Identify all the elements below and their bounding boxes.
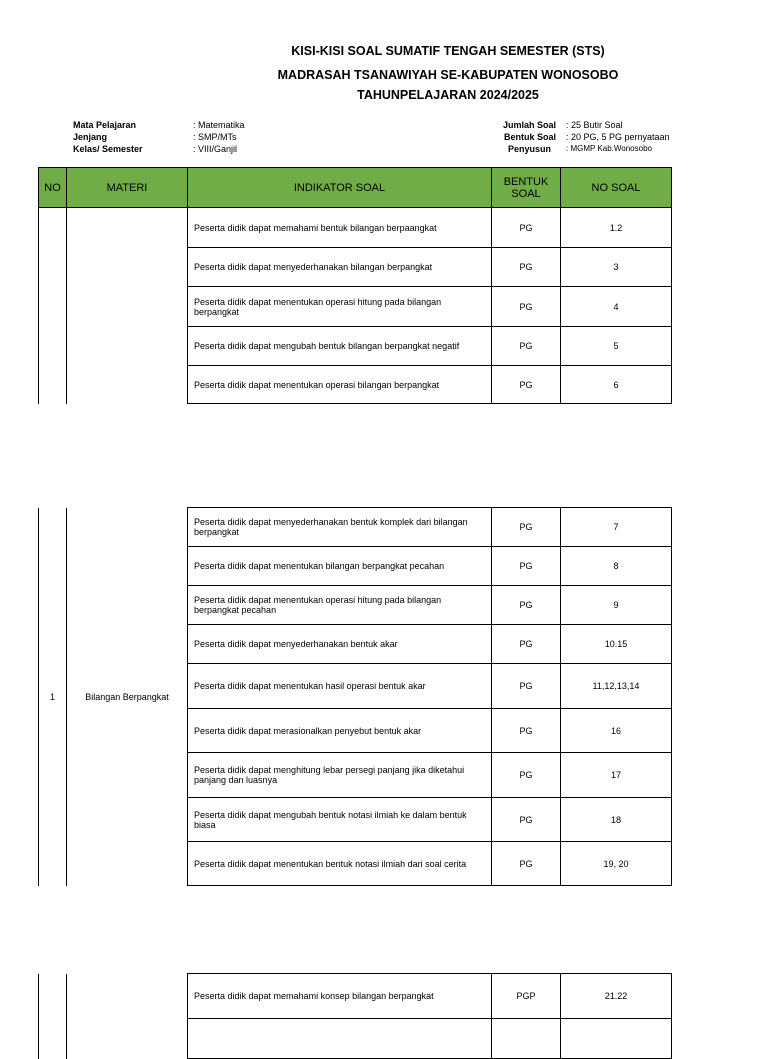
kisi-table-section-3 bbox=[38, 973, 672, 1059]
cell-bentuk: PG bbox=[492, 753, 561, 798]
cell-bentuk: PG bbox=[492, 547, 561, 586]
cell-indikator: Peserta didik dapat mengubah bentuk bilangan berpangkat negatif bbox=[188, 327, 492, 366]
cell-bentuk: PG bbox=[492, 287, 561, 327]
cell-bentuk: PG bbox=[492, 842, 561, 886]
doc-title: KISI-KISI SOAL SUMATIF TENGAH SEMESTER (STS) bbox=[291, 44, 605, 58]
meta-label-kelas-semester: Kelas/ Semester bbox=[73, 144, 143, 154]
col-header-materi: MATERI bbox=[67, 168, 188, 208]
cell-bentuk: PG bbox=[492, 586, 561, 625]
meta-label-mata-pelajaran: Mata Pelajaran bbox=[73, 120, 137, 130]
cell-no-soal bbox=[561, 1019, 672, 1059]
meta-left-values bbox=[193, 119, 245, 155]
kisi-table-section-2 bbox=[38, 507, 672, 886]
cell-no-soal: 8 bbox=[561, 547, 672, 586]
cell-no-soal: 16 bbox=[561, 709, 672, 753]
cell-materi-blank bbox=[67, 208, 188, 404]
cell-indikator: Peserta didik dapat menentukan operasi hitung pada bilangan berpangkat bbox=[188, 287, 492, 327]
cell-no-soal: 9 bbox=[561, 586, 672, 625]
cell-no: 1 bbox=[39, 508, 67, 886]
cell-indikator: Peserta didik dapat memahami bentuk bilangan berpaangkat bbox=[188, 208, 492, 248]
cell-no-soal: 10.15 bbox=[561, 625, 672, 664]
cell-no-soal: 17 bbox=[561, 753, 672, 798]
cell-indikator: Peserta didik dapat menghitung lebar persegi panjang jika diketahui panjang dan luasnya bbox=[188, 753, 492, 798]
cell-indikator: Peserta didik dapat menyederhanakan bentuk akar bbox=[188, 625, 492, 664]
cell-no-soal: 19, 20 bbox=[561, 842, 672, 886]
meta-right-labels bbox=[470, 119, 556, 155]
cell-indikator: Peserta didik dapat mengubah bentuk notasi ilmiah ke dalam bentuk biasa bbox=[188, 798, 492, 842]
cell-indikator: Peserta didik dapat menentukan bilangan berpangkat pecahan bbox=[188, 547, 492, 586]
cell-bentuk bbox=[492, 1019, 561, 1059]
cell-indikator: Peserta didik dapat menentukan operasi hitung pada bilangan berpangkat pecahan bbox=[188, 586, 492, 625]
cell-no-soal: 18 bbox=[561, 798, 672, 842]
meta-value-jumlah-soal: : 25 Butir Soal bbox=[566, 120, 623, 130]
col-header-bentuk: BENTUK SOAL bbox=[492, 168, 561, 208]
meta-value-kelas-semester: : VIII/Ganjil bbox=[193, 144, 238, 154]
cell-bentuk: PG bbox=[492, 798, 561, 842]
cell-indikator: Peserta didik dapat menyederhanakan bilangan berpangkat bbox=[188, 248, 492, 287]
kisi-table-section-1 bbox=[38, 167, 672, 404]
cell-bentuk: PG bbox=[492, 664, 561, 709]
cell-indikator: Peserta didik dapat menentukan hasil operasi bentuk akar bbox=[188, 664, 492, 709]
cell-no-soal: 6 bbox=[561, 366, 672, 404]
cell-materi: Bilangan Berpangkat bbox=[67, 508, 188, 886]
cell-no-soal: 21.22 bbox=[561, 974, 672, 1019]
cell-bentuk: PG bbox=[492, 508, 561, 547]
cell-no-blank bbox=[39, 974, 67, 1059]
cell-bentuk: PG bbox=[492, 327, 561, 366]
table-row bbox=[39, 208, 672, 248]
meta-label-jumlah-soal: Jumlah Soal bbox=[502, 120, 556, 130]
cell-bentuk: PGP bbox=[492, 974, 561, 1019]
cell-bentuk: PG bbox=[492, 625, 561, 664]
meta-value-jenjang: : SMP/MTs bbox=[193, 132, 237, 142]
col-header-no: NO bbox=[39, 168, 67, 208]
meta-value-mata-pelajaran: : Matematika bbox=[193, 120, 245, 130]
meta-value-bentuk-soal: : 20 PG, 5 PG pernyataan bbox=[566, 132, 670, 142]
col-header-indikator: INDIKATOR SOAL bbox=[188, 168, 492, 208]
doc-subtitle-year: TAHUNPELAJARAN 2024/2025 bbox=[357, 88, 539, 102]
cell-no-blank bbox=[39, 208, 67, 404]
cell-indikator bbox=[188, 1019, 492, 1059]
cell-no-soal: 3 bbox=[561, 248, 672, 287]
cell-no-soal: 7 bbox=[561, 508, 672, 547]
table-row bbox=[39, 974, 672, 1019]
cell-no-soal: 4 bbox=[561, 287, 672, 327]
cell-materi-blank bbox=[67, 974, 188, 1059]
meta-right-values bbox=[566, 119, 670, 155]
cell-no-soal: 5 bbox=[561, 327, 672, 366]
cell-bentuk: PG bbox=[492, 208, 561, 248]
doc-subtitle-school: MADRASAH TSANAWIYAH SE-KABUPATEN WONOSOBO bbox=[277, 68, 619, 82]
cell-indikator: Peserta didik dapat menyederhanakan bentuk komplek dari bilangan berpangkat bbox=[188, 508, 492, 547]
meta-label-jenjang: Jenjang bbox=[73, 132, 108, 142]
cell-no-soal: 1.2 bbox=[561, 208, 672, 248]
cell-indikator: Peserta didik dapat menentukan operasi bilangan berpangkat bbox=[188, 366, 492, 404]
cell-indikator: Peserta didik dapat menentukan bentuk notasi ilmiah dari soal cerita bbox=[188, 842, 492, 886]
meta-label-penyusun-text: Penyusun bbox=[507, 144, 551, 154]
meta-left-labels bbox=[73, 119, 143, 155]
cell-no-soal: 11,12,13,14 bbox=[561, 664, 672, 709]
meta-value-penyusun: : MGMP Kab.Wonosobo bbox=[566, 144, 652, 153]
meta-label-bentuk-soal: Bentuk Soal bbox=[503, 132, 556, 142]
table-header-row bbox=[39, 168, 672, 208]
cell-indikator: Peserta didik dapat merasionalkan penyebut bentuk akar bbox=[188, 709, 492, 753]
cell-bentuk: PG bbox=[492, 709, 561, 753]
table-row bbox=[39, 508, 672, 547]
cell-bentuk: PG bbox=[492, 366, 561, 404]
cell-indikator: Peserta didik dapat memahami konsep bilangan berpangkat bbox=[188, 974, 492, 1019]
col-header-no-soal: NO SOAL bbox=[561, 168, 672, 208]
meta-label-penyusun bbox=[470, 143, 556, 155]
cell-bentuk: PG bbox=[492, 248, 561, 287]
